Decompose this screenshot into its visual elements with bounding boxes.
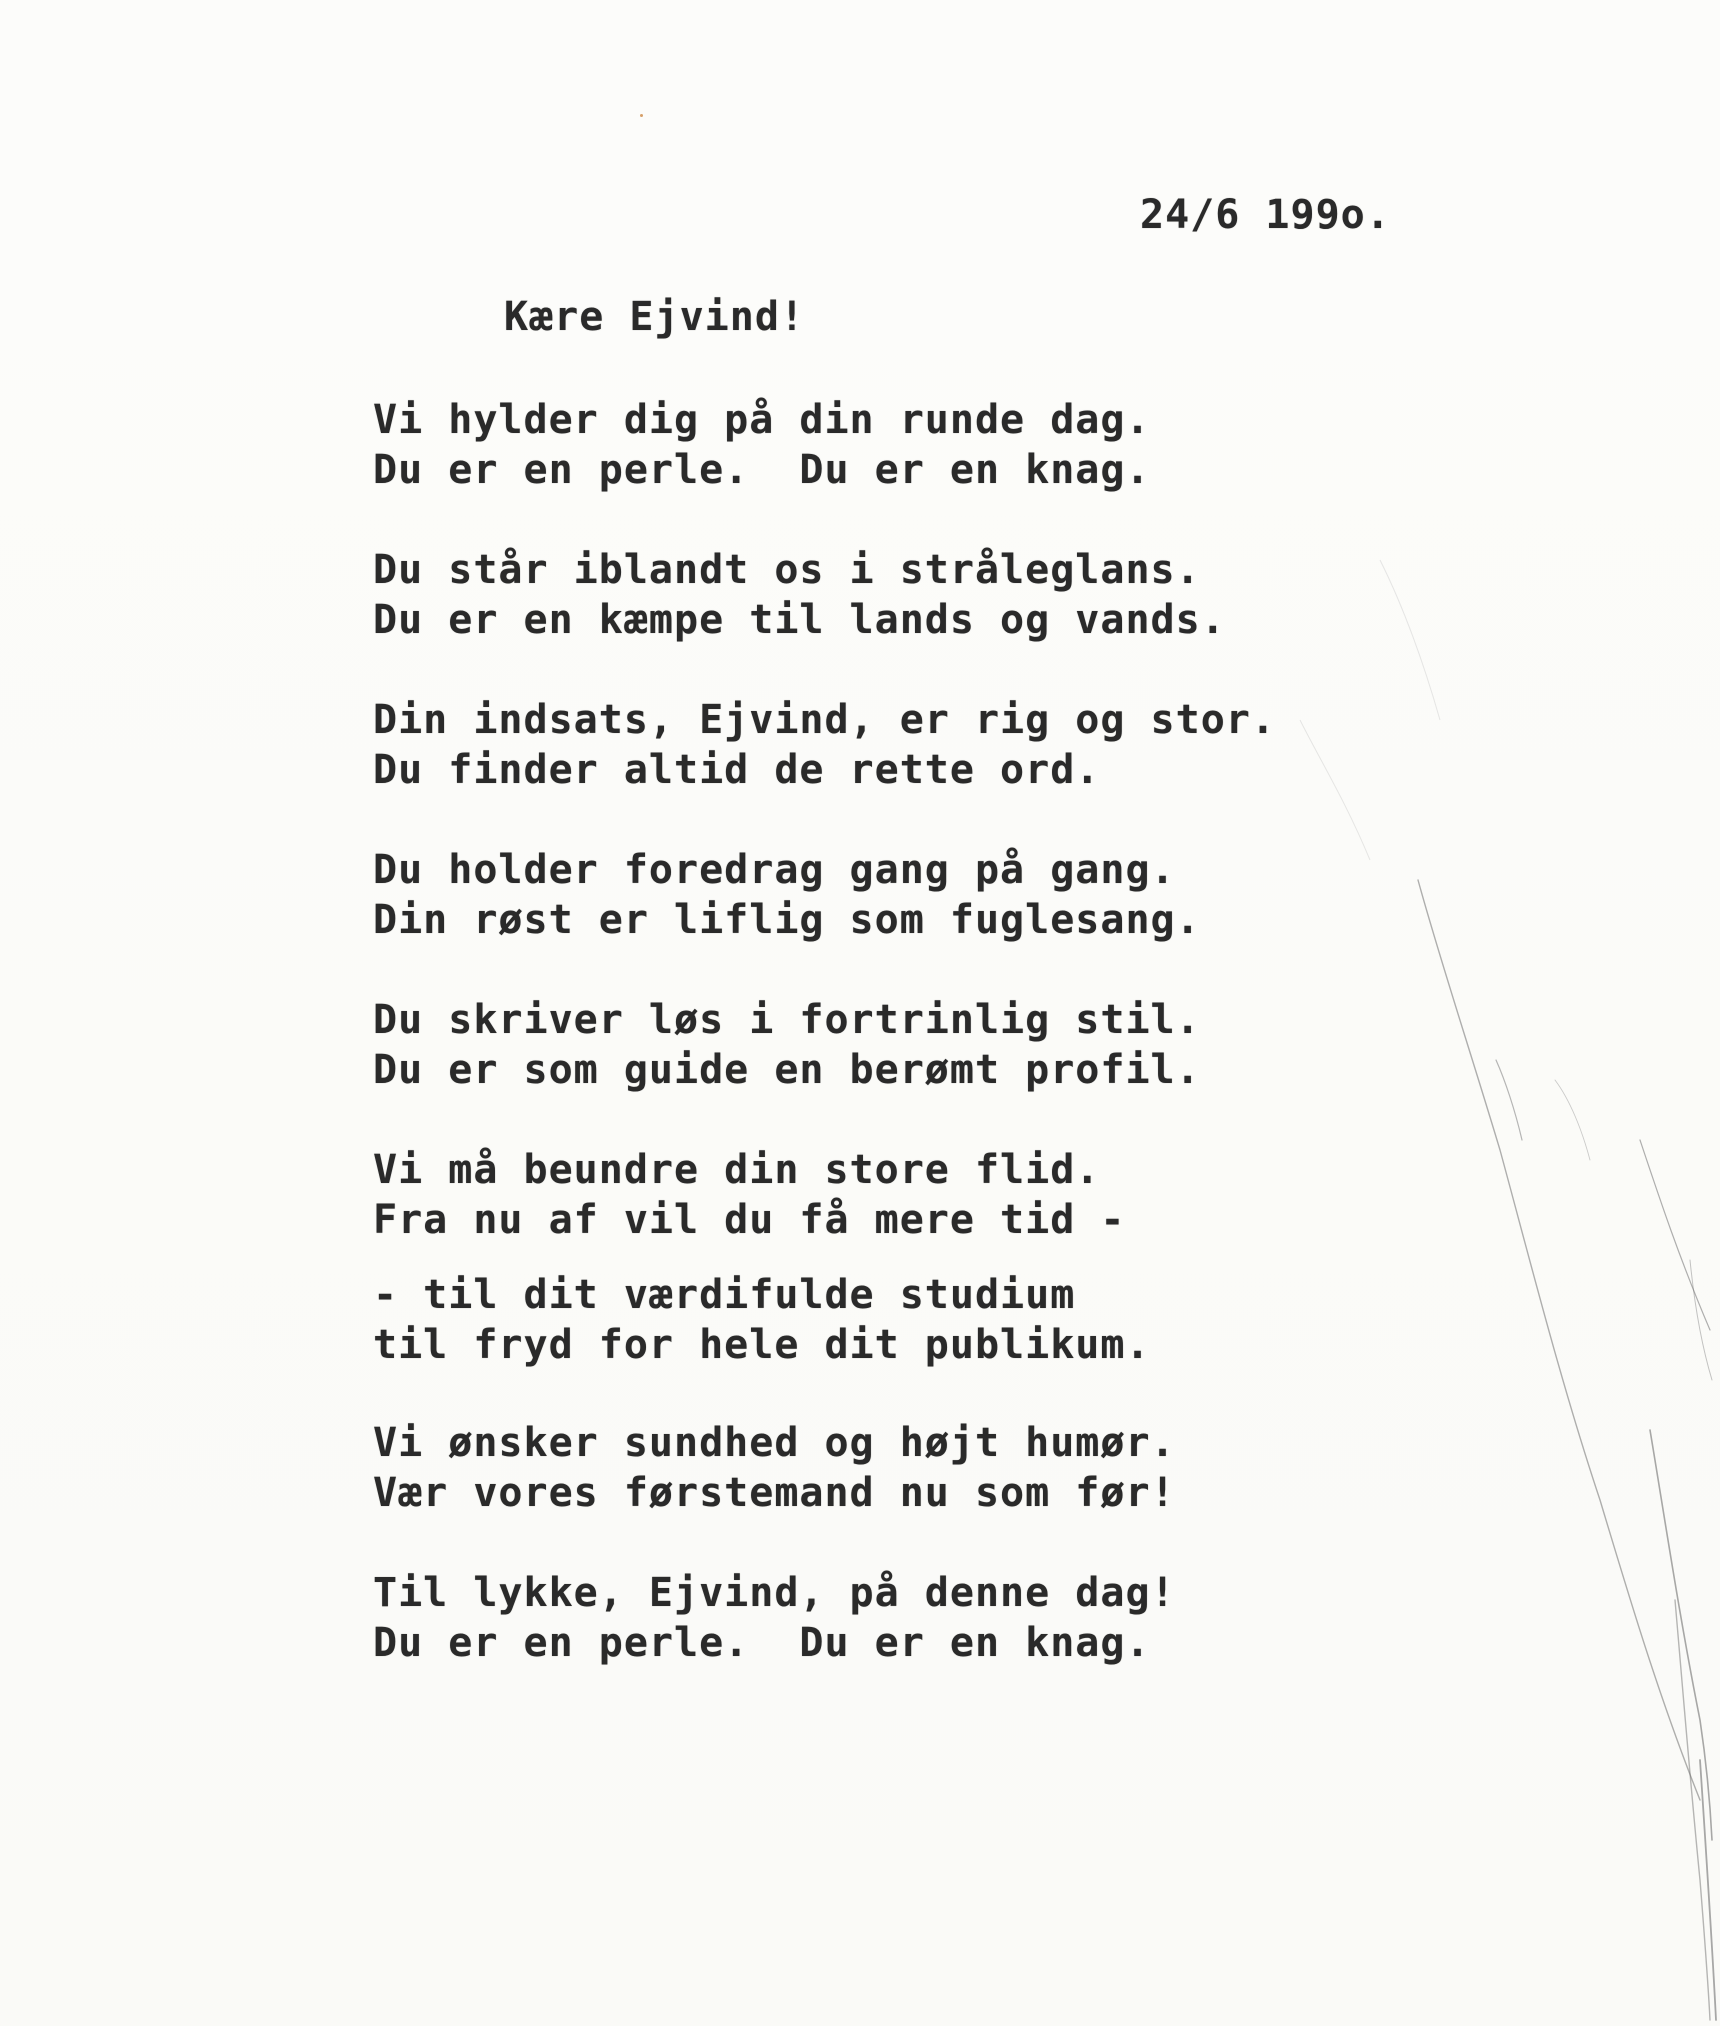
poem-stanza-3 (373, 695, 1276, 795)
paper-speck (640, 114, 643, 117)
poem-stanza-9 (373, 1568, 1176, 1668)
poem-stanza-6 (373, 1145, 1125, 1245)
poem-line: Fra nu af vil du få mere tid - (373, 1197, 1126, 1243)
poem-line: Vær vores førstemand nu som før! (373, 1470, 1176, 1516)
poem-stanza-4 (373, 845, 1201, 945)
poem-line: Du skriver løs i fortrinlig stil. (373, 997, 1201, 1043)
poem-line: Du finder altid de rette ord. (373, 747, 1101, 793)
poem-line: Til lykke, Ejvind, på denne dag! (373, 1570, 1176, 1616)
poem-line: Du er en perle. Du er en knag. (373, 1620, 1151, 1666)
letter-salutation: Kære Ejvind! (504, 294, 805, 340)
poem-stanza-7 (373, 1270, 1151, 1370)
poem-line: Du er en perle. Du er en knag. (373, 447, 1151, 493)
poem-stanza-5 (373, 995, 1201, 1095)
poem-line: Vi må beundre din store flid. (373, 1147, 1101, 1193)
poem-line: Du holder foredrag gang på gang. (373, 847, 1176, 893)
poem-line: Du er en kæmpe til lands og vands. (373, 597, 1226, 643)
poem-line: Vi ønsker sundhed og højt humør. (373, 1420, 1176, 1466)
poem-stanza-2 (373, 545, 1226, 645)
poem-stanza-8 (373, 1418, 1176, 1518)
poem-line: Du står iblandt os i stråleglans. (373, 547, 1201, 593)
poem-line: Din indsats, Ejvind, er rig og stor. (373, 697, 1276, 743)
poem-line: Din røst er liflig som fuglesang. (373, 897, 1201, 943)
poem-line: - til dit værdifulde studium (373, 1272, 1076, 1318)
poem-line: til fryd for hele dit publikum. (373, 1322, 1151, 1368)
poem-line: Vi hylder dig på din runde dag. (373, 397, 1151, 443)
poem-stanza-1 (373, 395, 1151, 495)
letter-date: 24/6 199o. (1140, 192, 1391, 238)
poem-line: Du er som guide en berømt profil. (373, 1047, 1201, 1093)
